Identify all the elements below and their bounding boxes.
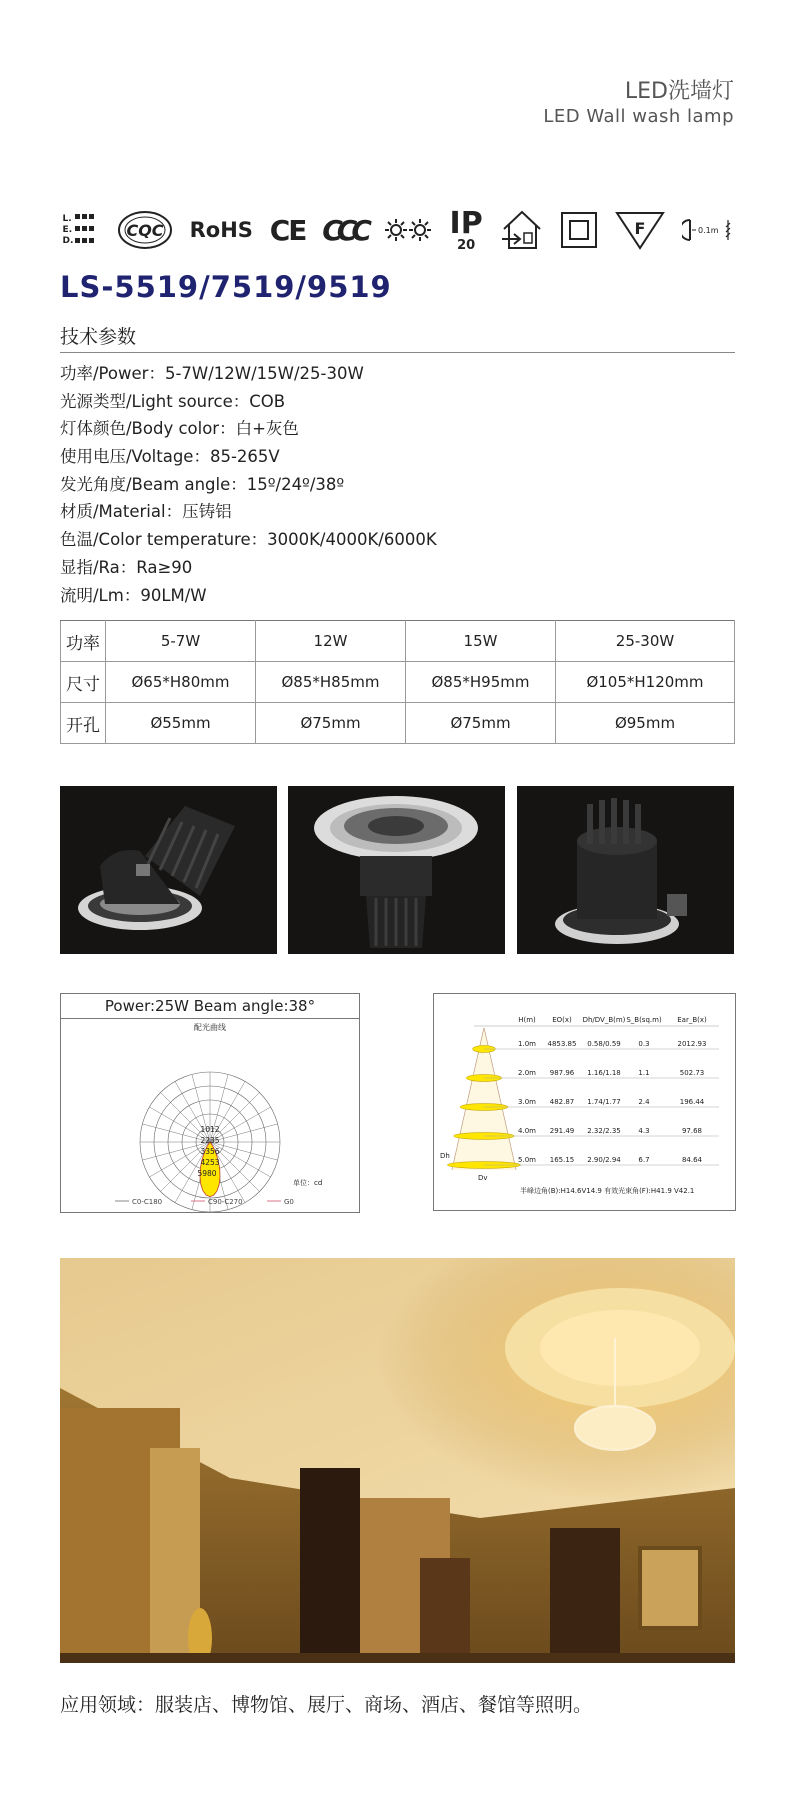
spec-power: 功率/Power：5-7W/12W/15W/25-30W bbox=[60, 364, 364, 383]
polar-value-label: 5980 bbox=[197, 1169, 217, 1178]
table-cell: Ø85*H85mm bbox=[256, 662, 406, 703]
polar-value-label: 1012 bbox=[200, 1125, 220, 1134]
beam-cell: 2.32/2.35 bbox=[587, 1127, 621, 1135]
beam-cell: 196.44 bbox=[679, 1098, 705, 1106]
spec-lumen: 流明/Lm：90LM/W bbox=[60, 585, 207, 605]
beam-cell: 2.90/2.94 bbox=[587, 1156, 621, 1164]
beam-cell: 1.74/1.77 bbox=[587, 1098, 621, 1106]
polar-spoke bbox=[210, 1142, 278, 1160]
beam-cell: 84.64 bbox=[681, 1156, 703, 1164]
ccc-icon: CCC bbox=[322, 213, 366, 247]
beam-cell: 1.0m bbox=[518, 1040, 536, 1048]
page-title-cn: LED洗墙灯 bbox=[624, 79, 734, 104]
beam-cell: 2012.93 bbox=[677, 1040, 707, 1048]
beam-cell: 987.96 bbox=[549, 1069, 575, 1077]
indoor-house-icon bbox=[500, 209, 544, 251]
polar-spoke bbox=[210, 1124, 278, 1142]
beam-spread-panel bbox=[433, 993, 736, 1211]
beam-cell: 4853.85 bbox=[547, 1040, 577, 1048]
polar-value-label: 2235 bbox=[200, 1136, 220, 1145]
sun-icon bbox=[383, 217, 433, 243]
beam-header: S_B(sq.m) bbox=[626, 1016, 662, 1024]
beam-cell: 4.3 bbox=[638, 1127, 650, 1135]
polar-value-label: 3356 bbox=[200, 1147, 220, 1156]
beam-cell: 4.0m bbox=[518, 1127, 536, 1135]
beam-cell: 1.1 bbox=[638, 1069, 650, 1077]
beam-cell: 0.58/0.59 bbox=[587, 1040, 621, 1048]
ip20-icon: IP 20 bbox=[449, 205, 483, 253]
polar-spoke bbox=[161, 1093, 210, 1142]
application-fields: 应用领域：服装店、博物馆、展厅、商场、酒店、餐馆等照明。 bbox=[60, 1694, 593, 1716]
polar-header: Power:25W Beam angle:38° bbox=[61, 994, 359, 1019]
section-divider bbox=[60, 352, 735, 353]
polar-value-label: 4253 bbox=[200, 1158, 220, 1167]
spec-body-color: 灯体颜色/Body color：白+灰色 bbox=[60, 419, 299, 439]
table-cell: Ø85*H95mm bbox=[406, 662, 556, 703]
ce-icon: CE bbox=[269, 213, 306, 247]
table-cell: 5-7W bbox=[106, 621, 256, 662]
table-row bbox=[61, 621, 735, 662]
polar-chart bbox=[61, 1019, 359, 1212]
spec-material: 材质/Material：压铸铝 bbox=[60, 502, 232, 522]
legend-entry: C90-C270 bbox=[208, 1198, 243, 1206]
page-title-en: LED Wall wash lamp bbox=[543, 106, 734, 127]
beam-cell: 0.3 bbox=[638, 1040, 650, 1048]
row-label: 尺寸 bbox=[61, 662, 106, 703]
spec-light-source: 光源类型/Light source：COB bbox=[60, 391, 286, 411]
table-cell: Ø55mm bbox=[106, 703, 256, 744]
f-mark-icon bbox=[615, 210, 665, 250]
table-cell: Ø75mm bbox=[406, 703, 556, 744]
row-label: 功率 bbox=[61, 621, 106, 662]
spec-voltage: 使用电压/Voltage：85-265V bbox=[60, 447, 280, 467]
beam-cell: 6.7 bbox=[638, 1156, 650, 1164]
table-cell: 25-30W bbox=[556, 621, 735, 662]
beam-cell: 5.0m bbox=[518, 1156, 536, 1164]
beam-header: EO(x) bbox=[552, 1016, 572, 1024]
beam-header: H(m) bbox=[518, 1016, 536, 1024]
table-cell: Ø65*H80mm bbox=[106, 662, 256, 703]
min-distance-icon bbox=[682, 215, 736, 245]
certification-row bbox=[60, 205, 736, 255]
polar-spoke bbox=[210, 1093, 259, 1142]
product-photo-tilted bbox=[60, 786, 277, 954]
polar-chart-panel bbox=[60, 993, 360, 1213]
legend-entry: G0 bbox=[284, 1198, 294, 1206]
model-number: LS-5519/7519/9519 bbox=[60, 270, 392, 304]
product-photo-back bbox=[517, 786, 734, 954]
polar-chart-title: 配光曲线 bbox=[194, 1023, 226, 1032]
spec-color-temperature: 色温/Color temperature：3000K/4000K/6000K bbox=[60, 530, 437, 550]
table-cell: 15W bbox=[406, 621, 556, 662]
spec-beam-angle: 发光角度/Beam angle：15º/24º/38º bbox=[60, 474, 345, 494]
beam-cell: 97.68 bbox=[681, 1127, 703, 1135]
beam-header: Ear_B(x) bbox=[677, 1016, 707, 1024]
svg-text:CQC: CQC bbox=[126, 221, 164, 240]
beam-footer: 半峰边角(B):H14.6V14.9 有效光束角(F):H41.9 V42.1 bbox=[520, 1187, 695, 1195]
spec-ra: 显指/Ra：Ra≥90 bbox=[60, 557, 193, 577]
beam-header: Dh/DV_B(m) bbox=[582, 1016, 626, 1024]
cqc-icon bbox=[117, 210, 173, 250]
legend-entry: C0-C180 bbox=[132, 1198, 163, 1206]
beam-cell: 291.49 bbox=[549, 1127, 575, 1135]
table-row bbox=[61, 662, 735, 703]
beam-cell: 3.0m bbox=[518, 1098, 536, 1106]
beam-spread-diagram bbox=[434, 994, 735, 1210]
beam-cell: 1.16/1.18 bbox=[587, 1069, 621, 1077]
spec-list bbox=[60, 360, 437, 609]
beam-cell: 502.73 bbox=[679, 1069, 705, 1077]
beam-cell: 2.4 bbox=[638, 1098, 650, 1106]
row-label: 开孔 bbox=[61, 703, 106, 744]
application-scene-photo bbox=[60, 1258, 735, 1663]
svg-text:F: F bbox=[634, 219, 646, 238]
svg-text:0.1m: 0.1m bbox=[697, 226, 719, 235]
beam-cell: 2.0m bbox=[518, 1069, 536, 1077]
section-title: 技术参数 bbox=[60, 326, 137, 348]
dimension-table bbox=[60, 620, 735, 744]
polar-unit: 单位：cd bbox=[293, 1179, 323, 1187]
beam-dh-label: Dh bbox=[440, 1152, 450, 1160]
table-cell: Ø95mm bbox=[556, 703, 735, 744]
beam-dv-label: Dv bbox=[478, 1174, 488, 1182]
table-row bbox=[61, 703, 735, 744]
beam-cell: 165.15 bbox=[549, 1156, 575, 1164]
rohs-icon: RoHS bbox=[189, 218, 253, 242]
led-logo-icon: L. E. D. bbox=[60, 213, 100, 247]
table-cell: Ø105*H120mm bbox=[556, 662, 735, 703]
table-cell: Ø75mm bbox=[256, 703, 406, 744]
beam-cell: 482.87 bbox=[549, 1098, 575, 1106]
product-photo-front bbox=[288, 786, 505, 954]
table-cell: 12W bbox=[256, 621, 406, 662]
class-ii-icon bbox=[560, 211, 598, 249]
